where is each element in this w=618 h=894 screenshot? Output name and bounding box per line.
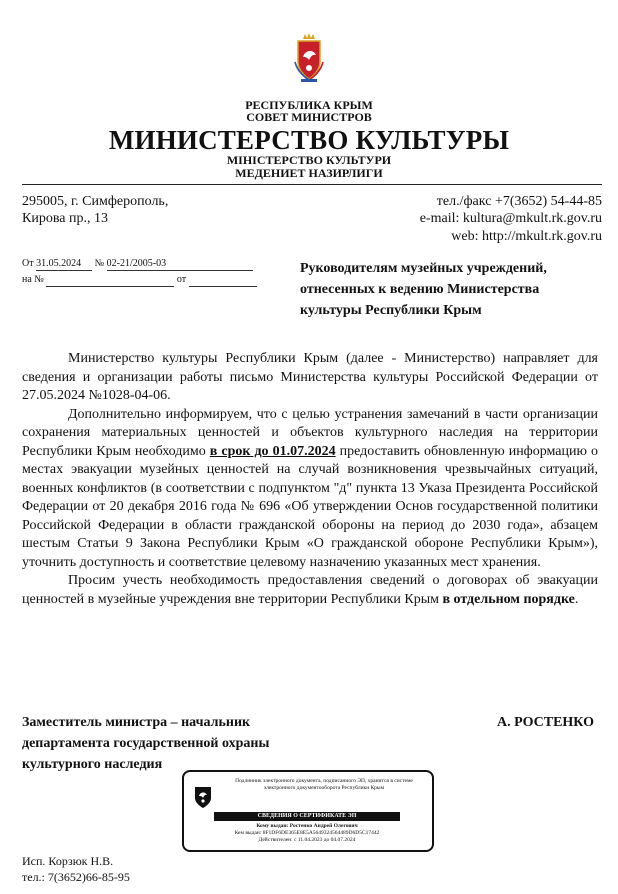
- in-reply-to-label: на №: [22, 274, 44, 285]
- separate-order-note: в отдельном порядке: [442, 591, 575, 607]
- signer-position: Заместитель министра – начальник департамента государственной охраны культурного наследия: [22, 715, 270, 772]
- registration-number: 02-21/2005-03: [107, 258, 253, 271]
- from-label: От: [22, 258, 34, 269]
- signer-name: А. РОСТЕНКО: [496, 715, 594, 730]
- certificate-owner: Кому выдан: Ростенко Андрей Олегович: [256, 823, 358, 829]
- number-label: №: [94, 258, 105, 269]
- paragraph-3: Просим учесть необходимость предоставления сведений о договорах об эвакуации ценностей в музейные учреждения вне территории Республики Крым в отдельном порядке.: [22, 573, 598, 607]
- header-divider: [22, 184, 602, 185]
- certificate-title: СВЕДЕНИЯ О СЕРТИФИКАТЕ ЭП: [214, 812, 400, 821]
- stamp-notice: Подлинник электронного документа, подписанного ЭП, хранится в системе электронного документооборота Республики Крым: [235, 778, 413, 791]
- addressee: Руководителям музейных учреждений, отнесенных к ведению Министерства культуры Республики Крым: [300, 261, 547, 318]
- certificate-issuer: Кем выдан: 8F1DF6DE365E8E5A5649324564489D6D5C17442: [234, 830, 380, 836]
- registration-date: 31.05.2024: [36, 258, 92, 271]
- ministry-title-ukrainian: МІНІСТЕРСТВО КУЛЬТУРИ: [226, 153, 392, 167]
- in-reply-from-label: от: [176, 274, 187, 285]
- executor-name: Исп. Корзюк Н.В.: [22, 854, 114, 868]
- certificate-details: [214, 823, 400, 844]
- crimea-emblem: [291, 32, 327, 84]
- republic-title: РЕСПУБЛИКА КРЫМ: [245, 98, 373, 112]
- council-title: СОВЕТ МИНИСТРОВ: [246, 110, 372, 124]
- outgoing-registration: [22, 258, 262, 271]
- paragraph-2: Дополнительно информируем, что с целью устранения замечаний в части организации сохранения материальных ценностей и объектов культурного наследия на территории Республики Крым необходимо в срок до 01.07.2024 предоставить обновленную информацию о местах эвакуации музейных ценностей на случай возникновения чрезвычайных ситуаций, военных конфликтов (в соответствии с подпунктом "д" пункта 13 Указа Президента Российской Федерации от 20 декабря 2016 года № 696 «Об утверждении Основ государственной политики Российской Федерации в области гражданской обороны на период до 2030 года», абзацем шестым Статьи 9 Закона Республики Крым «О гражданской обороне Республики Крым»), уточнить доступность и соответствие целевому назначению указанных мест хранения.: [22, 406, 598, 570]
- email: e-mail: kultura@mkult.rk.gov.ru: [419, 211, 602, 226]
- address-line-1: 295005, г. Симферополь,: [22, 194, 169, 209]
- crimea-emblem-icon: [192, 784, 214, 810]
- website: web: http://mkult.rk.gov.ru: [451, 229, 602, 244]
- ministry-title-crimean-tatar: МЕДЕНИЕТ НАЗИРЛИГИ: [235, 166, 383, 180]
- incoming-registration: [22, 274, 262, 287]
- ministry-title: МИНИСТЕРСТВО КУЛЬТУРЫ: [108, 125, 510, 155]
- electronic-signature-stamp: [182, 770, 434, 852]
- certificate-validity: Действителен: с 11.04.2023 до 04.07.2024: [258, 837, 356, 843]
- address-line-2: Кирова пр., 13: [22, 211, 108, 226]
- letter-body: [22, 350, 598, 609]
- deadline: в срок до 01.07.2024: [209, 443, 336, 459]
- phone-fax: тел./факс +7(3652) 54-44-85: [436, 194, 602, 209]
- paragraph-1: Министерство культуры Республики Крым (далее - Министерство) направляет для сведения и организации работы письмо Министерства культуры Российской Федерации от 27.05.2024 №1028-04-06.: [22, 351, 598, 403]
- executor-phone: тел.: 7(3652)66-85-95: [22, 870, 130, 884]
